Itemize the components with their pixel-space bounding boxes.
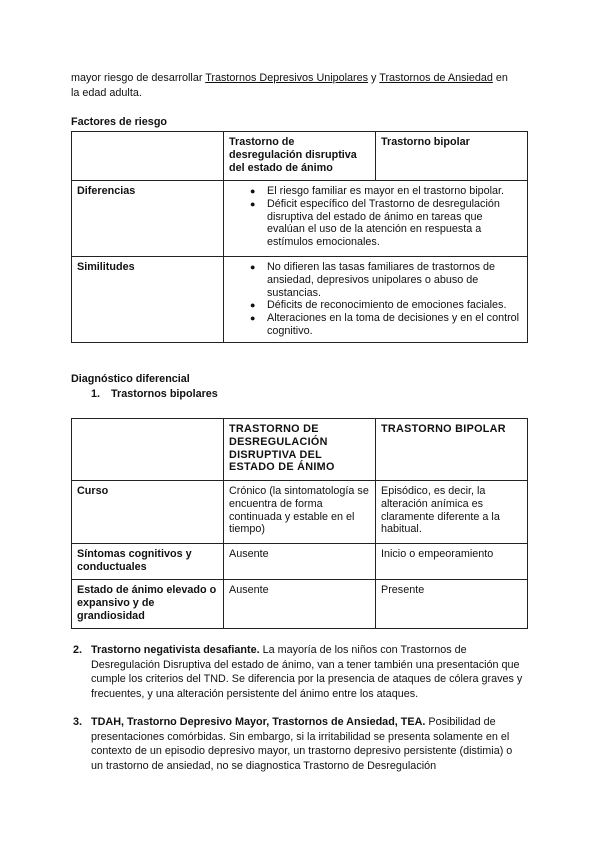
list-item-1 [91, 387, 218, 402]
table-row [72, 257, 528, 343]
table-cell: Episódico, es decir, la alteración anímica es claramente diferente a la habitual. [376, 481, 528, 544]
link-trastornos-depresivos-unipolares[interactable]: Trastornos Depresivos Unipolares [205, 72, 369, 84]
similitudes-cell [224, 257, 528, 343]
list-item-2 [73, 643, 526, 701]
table-cell: Inicio o empeoramiento [376, 544, 528, 580]
table-cell-empty [72, 132, 224, 181]
intro-line-1: mayor riesgo de desarrollar Trastornos Depresivos Unipolares y Trastornos de Ansiedad en [71, 72, 508, 84]
item-text: Posibilidad de presentaciones comórbidas. Sin embargo, si la irritabilidad se presenta solamente en el contexto de un episodio depresivo mayor, un trastorno depresivo persistente (distimia) o un trastorno de ansiedad, no se diagnostica Trastorno de Desregulación [91, 716, 513, 772]
row-label-similitudes: Similitudes [72, 257, 224, 343]
table-header-bipolar: Trastorno bipolar [376, 132, 528, 181]
row-label: Estado de ánimo elevado o expansivo y de grandiosidad [72, 580, 224, 629]
list-item: ● Déficit específico del Trastorno de desregulación disruptiva del estado de ánimo en tareas que evalúan el uso de la atención en respuesta a estímulos emocionales. [267, 198, 522, 249]
table-cell: Ausente [224, 580, 376, 629]
item-number: 2. [73, 644, 83, 656]
item-title: Trastornos bipolares [111, 388, 218, 400]
section-title-diagnostico: Diagnóstico diferencial [71, 373, 190, 385]
row-label-diferencias: Diferencias [72, 181, 224, 257]
table-cell-empty [72, 419, 224, 481]
table-header-ddde: Trastorno de desregulación disruptiva del estado de ánimo [224, 132, 376, 181]
bipolar-comparison-table [71, 418, 528, 629]
row-label: Síntomas cognitivos y conductuales [72, 544, 224, 580]
list-item: ● Déficits de reconocimiento de emociones faciales. [267, 299, 522, 312]
table-header-ddde: TRASTORNO DE DESREGULACIÓN DISRUPTIVA DEL ESTADO DE ÁNIMO [224, 419, 376, 481]
table-header-bipolar: TRASTORNO BIPOLAR [376, 419, 528, 481]
section-title-factores: Factores de riesgo [71, 116, 168, 128]
diferencias-cell [224, 181, 528, 257]
item-title: TDAH, Trastorno Depresivo Mayor, Trastornos de Ansiedad, TEA. [91, 716, 426, 728]
item-text: La mayoría de los niños con Trastornos de Desregulación Disruptiva del estado de ánimo, van a tener también una presentación que cumple los criterios del TND. Se diferencia por la presencia de ataques de cólera graves y frecuentes, y una alteración persistente del ánimo entre los ataques. [91, 644, 523, 700]
list-item-3 [73, 715, 526, 773]
row-label: Curso [72, 481, 224, 544]
item-title: Trastorno negativista desafiante. [91, 644, 260, 656]
intro-paragraph [71, 71, 531, 100]
table-row [72, 544, 528, 580]
similitudes-list [229, 261, 522, 338]
item-number: 1. [91, 388, 101, 400]
table-row [72, 481, 528, 544]
risk-factors-table [71, 131, 528, 343]
table-row [72, 419, 528, 481]
intro-line-2: la edad adulta. [71, 86, 142, 99]
table-cell: Crónico (la sintomatología se encuentra de forma continuada y estable en el tiempo) [224, 481, 376, 544]
table-row [72, 580, 528, 629]
table-row [72, 181, 528, 257]
link-trastornos-de-ansiedad[interactable]: Trastornos de Ansiedad [379, 72, 493, 84]
table-cell: Ausente [224, 544, 376, 580]
list-item: ● No difieren las tasas familiares de trastornos de ansiedad, depresivos unipolares o abuso de sustancias. [267, 261, 522, 299]
table-cell: Presente [376, 580, 528, 629]
list-item: ● Alteraciones en la toma de decisiones y en el control cognitivo. [267, 312, 522, 338]
list-item: ● El riesgo familiar es mayor en el trastorno bipolar. [267, 185, 522, 198]
item-number: 3. [73, 716, 83, 728]
table-row [72, 132, 528, 181]
diferencias-list [229, 185, 522, 249]
